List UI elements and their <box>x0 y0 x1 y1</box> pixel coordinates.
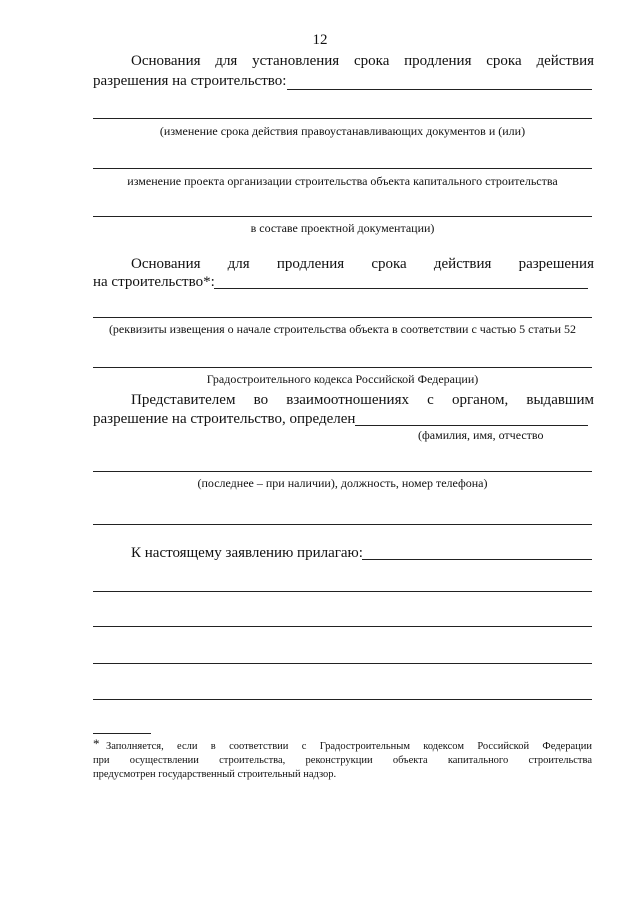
fill-line[interactable] <box>214 288 588 289</box>
fill-line[interactable] <box>93 367 592 368</box>
page-number: 12 <box>312 32 328 48</box>
section1-caption1: (изменение срока действия правоустанавливающих документов и (или) <box>159 124 526 138</box>
section1-line2: разрешения на строительство: <box>93 73 287 89</box>
fill-line[interactable] <box>93 663 592 664</box>
fill-line[interactable] <box>93 118 592 119</box>
fill-line[interactable] <box>93 471 592 472</box>
section3-caption2: (последнее – при наличии), должность, номер телефона) <box>197 476 488 490</box>
fill-line[interactable] <box>93 168 592 169</box>
fill-line[interactable] <box>287 89 592 90</box>
footnote-mark: * <box>93 736 100 751</box>
fill-line[interactable] <box>93 591 592 592</box>
section1-caption3: в составе проектной документации) <box>250 221 435 235</box>
fill-line[interactable] <box>93 699 592 700</box>
footnote-separator <box>93 733 151 734</box>
section3-line1: Представителем во взаимоотношениях с органом, выдавшим <box>131 392 594 408</box>
section2-line1: Основания для продления срока действия разрешения <box>131 256 594 272</box>
section1-caption2: изменение проекта организации строительства объекта капитального строительства <box>127 174 558 188</box>
fill-line[interactable] <box>93 524 592 525</box>
section2-line2: на строительство*: <box>93 274 215 290</box>
section2-caption2: Градостроительного кодекса Российской Федерации) <box>206 372 479 386</box>
section4-line1: К настоящему заявлению прилагаю: <box>131 545 363 561</box>
fill-line[interactable] <box>93 216 592 217</box>
fill-line[interactable] <box>355 425 588 426</box>
section3-line2: разрешение на строительство, определен <box>93 411 356 427</box>
fill-line[interactable] <box>93 626 592 627</box>
footnote-line3: предусмотрен государственный строительный надзор. <box>93 769 337 780</box>
section2-caption1: (реквизиты извещения о начале строительства объекта в соответствии с частью 5 статьи 52 <box>108 322 577 336</box>
section1-line1: Основания для установления срока продления срока действия <box>131 53 594 69</box>
section3-caption1: (фамилия, имя, отчество <box>418 428 544 442</box>
footnote-line1: Заполняется, если в соответствии с Градостроительным кодексом Российской Федерации <box>106 741 592 752</box>
footnote-line2: при осуществлении строительства, реконструкции объекта капитального строительства <box>93 755 592 766</box>
fill-line[interactable] <box>362 559 592 560</box>
fill-line[interactable] <box>93 317 592 318</box>
